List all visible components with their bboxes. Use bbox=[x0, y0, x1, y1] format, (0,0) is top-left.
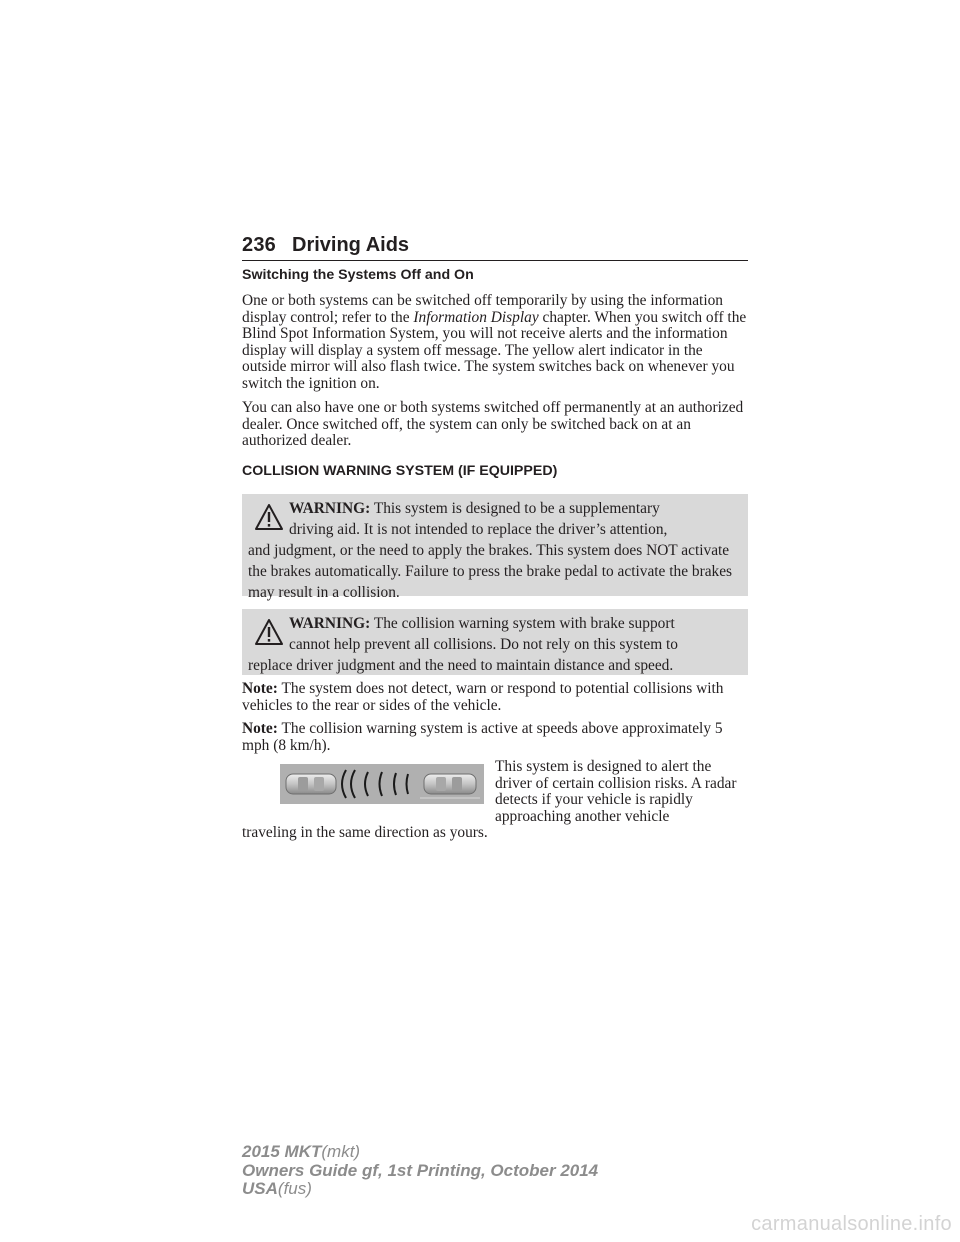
vehicle-icon bbox=[424, 774, 476, 794]
footer-line: Owners Guide gf, 1st Printing, October 2014 bbox=[242, 1160, 599, 1180]
warning-triangle-icon bbox=[254, 618, 284, 646]
warning-line: cannot help prevent all collisions. Do not rely on this system to bbox=[289, 636, 678, 653]
paragraph-text: One or both systems can be switched off temporarily by using the information display control; refer to the bbox=[242, 292, 724, 326]
collision-warning-illustration bbox=[280, 764, 484, 804]
figure-tail-text: traveling in the same direction as yours. bbox=[242, 824, 488, 841]
paragraph-permanent-off: You can also have one or both systems switched off permanently at an authorized dealer. Once switched off, the system can only be switched back on at an authorized dealer. bbox=[242, 399, 744, 449]
vehicle-icon bbox=[286, 774, 336, 794]
footer-line bbox=[242, 1180, 598, 1199]
watermark: carmanualsonline.info bbox=[751, 1213, 952, 1235]
footer-region: USA bbox=[242, 1179, 278, 1198]
chapter-title: Driving Aids bbox=[292, 234, 410, 256]
note-label: Note: bbox=[242, 720, 278, 737]
warning-text: and judgment, or the need to apply the brakes. This system does NOT activate the brakes automatically. Failure to press the brake pedal to activate the brakes may result in a collision. bbox=[248, 542, 733, 601]
subsection-title: Switching the Systems Off and On bbox=[242, 267, 474, 283]
warning-label: WARNING: bbox=[289, 615, 371, 632]
footer-region-code: (fus) bbox=[277, 1179, 312, 1198]
figure-side-text: This system is designed to alert the driver of certain collision risks. A radar detects if your vehicle is rapidly approaching another vehicle bbox=[495, 758, 737, 825]
warning-text: replace driver judgment and the need to maintain distance and speed. bbox=[248, 657, 674, 674]
page-number: 236 bbox=[242, 234, 276, 256]
warning-triangle-icon bbox=[254, 503, 284, 531]
footer-model: 2015 MKT bbox=[242, 1142, 322, 1161]
warning-line bbox=[248, 498, 742, 519]
paragraph-switching-off bbox=[242, 293, 748, 392]
note-speed bbox=[242, 721, 748, 754]
collision-warning-figure bbox=[280, 764, 484, 804]
footer-model-code: (mkt) bbox=[321, 1142, 361, 1161]
note-text: The system does not detect, warn or respond to potential collisions with vehicles to the rear or sides of the vehicle. bbox=[242, 680, 724, 714]
footer-line bbox=[242, 1143, 598, 1162]
warning-box bbox=[242, 494, 748, 601]
information-display-reference: Information Display bbox=[413, 308, 539, 326]
note-label: Note: bbox=[242, 680, 278, 697]
warning-line bbox=[248, 613, 742, 634]
document-footer bbox=[242, 1143, 598, 1199]
paragraph-text: chapter. When you switch off the Blind Spot Information System, you will not receive alerts and the information display will display a system off message. The yellow alert indicator in the outside mirror will also flash twice. The system switches back on whenever you switch the ignition on. bbox=[242, 308, 747, 392]
section-title: COLLISION WARNING SYSTEM (IF EQUIPPED) bbox=[242, 463, 558, 479]
page-header bbox=[242, 228, 748, 261]
note-text: The collision warning system is active at speeds above approximately 5 mph (8 km/h). bbox=[242, 720, 723, 754]
warning-text: This system is designed to be a supplementary bbox=[373, 500, 660, 517]
warning-line: driving aid. It is not intended to replace the driver’s attention, bbox=[289, 521, 668, 538]
warning-text: The collision warning system with brake support bbox=[373, 615, 675, 632]
note-rear-side bbox=[242, 681, 748, 714]
warning-label: WARNING: bbox=[289, 500, 371, 517]
warning-box bbox=[242, 609, 748, 675]
